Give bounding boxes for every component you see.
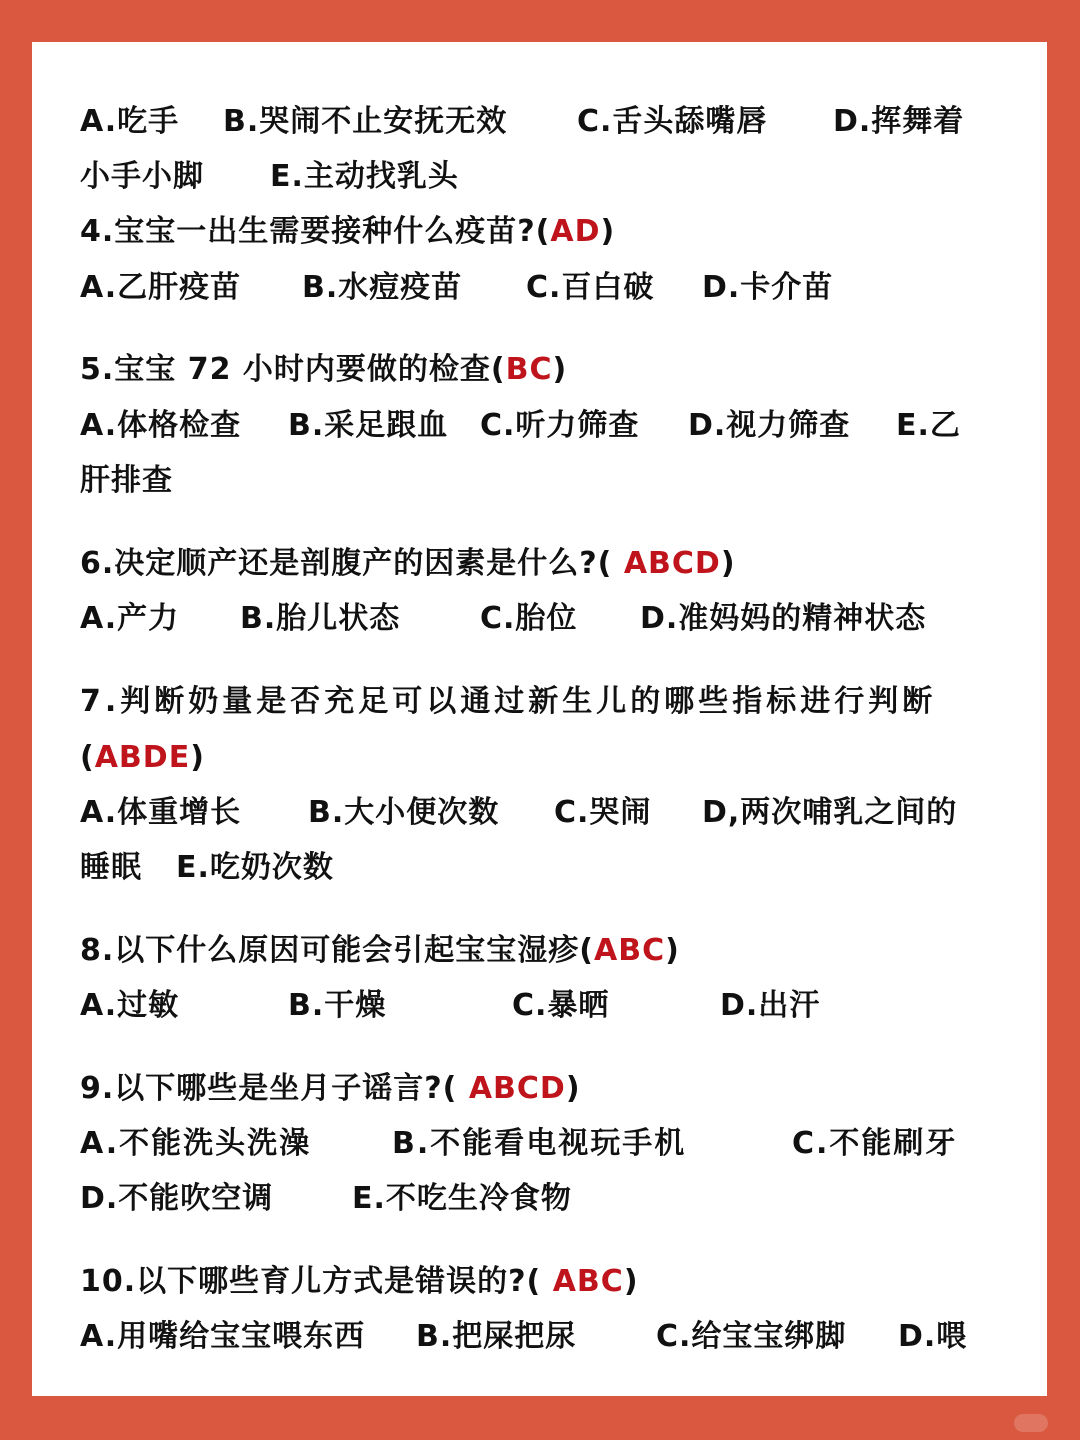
q3-option-e: E.主动找乳头 — [270, 159, 459, 194]
q6-option-c: C.胎位 — [480, 601, 578, 636]
q7-option-d: D,两次哺乳之间的 — [702, 795, 958, 830]
q9-answer: ABCD — [468, 1071, 566, 1106]
q3-option-b: B.哭闹不止安抚无效 — [223, 104, 508, 139]
q7-option-c: C.哭闹 — [554, 795, 652, 830]
q8-option-a: A.过敏 — [80, 988, 180, 1023]
q3-option-d: D.挥舞着 — [833, 104, 965, 139]
q5-option-b: B.采足跟血 — [288, 408, 449, 443]
q7-option-e: E.吃奶次数 — [176, 850, 334, 885]
q10-option-d: D.喂 — [898, 1319, 968, 1354]
q3-option-d-cont: 小手小脚 — [80, 159, 204, 194]
q3-option-a: A.吃手 — [80, 104, 180, 139]
quiz-card — [32, 42, 1047, 1396]
q4-option-a: A.乙肝疫苗 — [80, 270, 242, 305]
q9-question: 9.以下哪些是坐月子谣言?( ABCD) — [80, 1071, 581, 1106]
q4-answer: AD — [550, 214, 601, 249]
q4-option-c: C.百白破 — [526, 270, 655, 305]
q5-question: 5.宝宝 72 小时内要做的检查(BC) — [80, 352, 568, 387]
q9-option-e: E.不吃生冷食物 — [352, 1181, 572, 1216]
q9-option-b: B.不能看电视玩手机 — [392, 1126, 687, 1161]
q10-question: 10.以下哪些育儿方式是错误的?( ABC) — [80, 1264, 639, 1299]
q5-option-c: C.听力筛查 — [480, 408, 640, 443]
q5-option-a: A.体格检查 — [80, 408, 242, 443]
q8-answer: ABC — [593, 933, 666, 968]
q10-option-b: B.把屎把尿 — [416, 1319, 577, 1354]
q8-option-d: D.出汗 — [720, 988, 821, 1023]
q5-option-d: D.视力筛查 — [688, 408, 851, 443]
q7-question: 7.判断奶量是否充足可以通过新生儿的哪些指标进行判断 — [80, 684, 937, 719]
q10-option-a: A.用嘴给宝宝喂东西 — [80, 1319, 366, 1354]
q9-option-c: C.不能刷牙 — [792, 1126, 958, 1161]
q9-option-a: A.不能洗头洗澡 — [80, 1126, 312, 1161]
q7-option-d-cont: 睡眠 — [80, 850, 142, 885]
q7-option-b: B.大小便次数 — [308, 795, 500, 830]
q6-option-b: B.胎儿状态 — [240, 601, 401, 636]
q8-option-b: B.干燥 — [288, 988, 387, 1023]
q10-answer: ABC — [552, 1264, 624, 1299]
q3-option-c: C.舌头舔嘴唇 — [577, 104, 768, 139]
q6-question: 6.决定顺产还是剖腹产的因素是什么?( ABCD) — [80, 546, 736, 581]
q7-answer-line: (ABDE) — [80, 740, 205, 775]
q10-option-c: C.给宝宝绑脚 — [656, 1319, 847, 1354]
q6-option-d: D.准妈妈的精神状态 — [640, 601, 927, 636]
q4-option-d: D.卡介苗 — [702, 270, 834, 305]
q9-option-d: D.不能吹空调 — [80, 1181, 274, 1216]
q4-question: 4.宝宝一出生需要接种什么疫苗?(AD) — [80, 214, 616, 249]
q7-answer: ABDE — [94, 740, 191, 775]
q6-option-a: A.产力 — [80, 601, 180, 636]
q8-option-c: C.暴晒 — [512, 988, 610, 1023]
q5-answer: BC — [505, 352, 553, 387]
q4-option-b: B.水痘疫苗 — [302, 270, 463, 305]
q7-option-a: A.体重增长 — [80, 795, 242, 830]
q6-answer: ABCD — [623, 546, 721, 581]
watermark-badge — [1014, 1414, 1048, 1432]
q8-question: 8.以下什么原因可能会引起宝宝湿疹(ABC) — [80, 933, 680, 968]
q5-option-e-cont: 肝排查 — [80, 463, 173, 498]
q5-option-e: E.乙 — [896, 408, 961, 443]
